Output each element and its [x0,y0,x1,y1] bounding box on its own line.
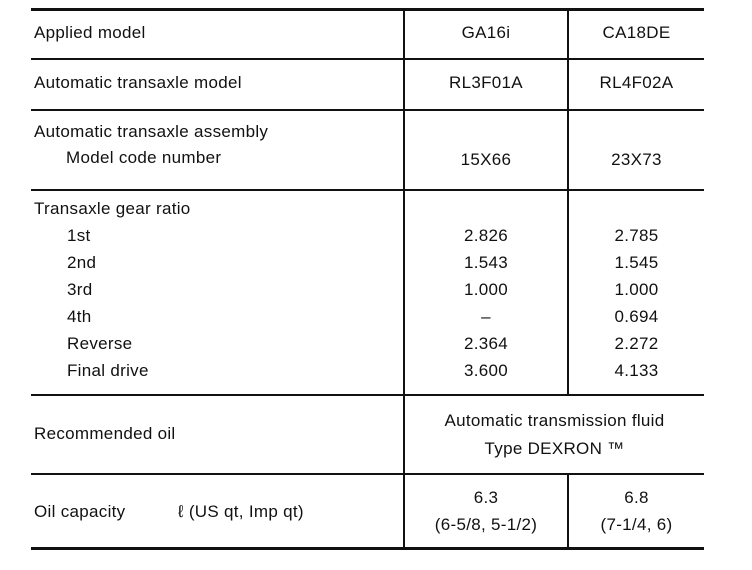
column-divider [567,473,569,550]
gear-reverse-ga16i: 2.364 [463,334,509,353]
oil-capacity-ga16i-value: 6.3 [473,488,499,507]
gear-2nd-ca18de: 1.545 [614,253,659,272]
applied-model-label: Applied model [34,23,146,42]
gear-4th-ca18de: 0.694 [614,307,659,326]
row-divider [31,109,704,111]
model-ca18de-header: CA18DE [602,23,671,42]
spec-table [31,8,704,550]
model-code-ga16i: 15X66 [460,150,512,169]
gear-3rd-ca18de: 1.000 [614,280,659,299]
gear-3rd-ga16i: 1.000 [463,280,509,299]
transaxle-model-ca18de: RL4F02A [599,73,674,92]
gear-4th-label: 4th [67,307,92,326]
table-top-border [31,8,704,11]
recommended-oil-line2: Type DEXRON ™ [484,439,625,458]
gear-1st-label: 1st [67,226,91,245]
assembly-label: Automatic transaxle assembly [34,122,269,141]
gear-1st-ga16i: 2.826 [463,226,509,245]
gear-reverse-ca18de: 2.272 [614,334,659,353]
transaxle-model-ga16i: RL3F01A [449,73,523,92]
row-divider [31,473,704,475]
gear-reverse-label: Reverse [67,334,133,353]
oil-capacity-ca18de-sub: (7-1/4, 6) [600,515,673,534]
gear-2nd-label: 2nd [67,253,97,272]
row-divider [31,394,704,396]
model-code-ca18de: 23X73 [611,150,662,169]
model-ga16i-header: GA16i [461,23,511,42]
gear-4th-ga16i: – [481,307,491,326]
gear-1st-ca18de: 2.785 [614,226,659,245]
gear-2nd-ga16i: 1.543 [463,253,509,272]
oil-capacity-unit: ℓ (US qt, Imp qt) [178,502,304,521]
gear-ratio-label: Transaxle gear ratio [34,199,191,218]
row-divider [31,189,704,191]
oil-capacity-ca18de-value: 6.8 [624,488,649,507]
recommended-oil-line1: Automatic transmission fluid [444,411,665,430]
oil-capacity-ga16i-sub: (6-5/8, 5-1/2) [434,515,538,534]
gear-final-drive-ca18de: 4.133 [614,361,659,380]
row-divider [31,58,704,60]
table-bottom-border [31,547,704,550]
gear-3rd-label: 3rd [67,280,93,299]
oil-capacity-label: Oil capacity [34,502,126,521]
transaxle-model-label: Automatic transaxle model [34,73,242,92]
model-code-label: Model code number [66,148,222,167]
gear-final-drive-ga16i: 3.600 [463,361,509,380]
gear-final-drive-label: Final drive [67,361,149,380]
recommended-oil-label: Recommended oil [34,424,176,443]
